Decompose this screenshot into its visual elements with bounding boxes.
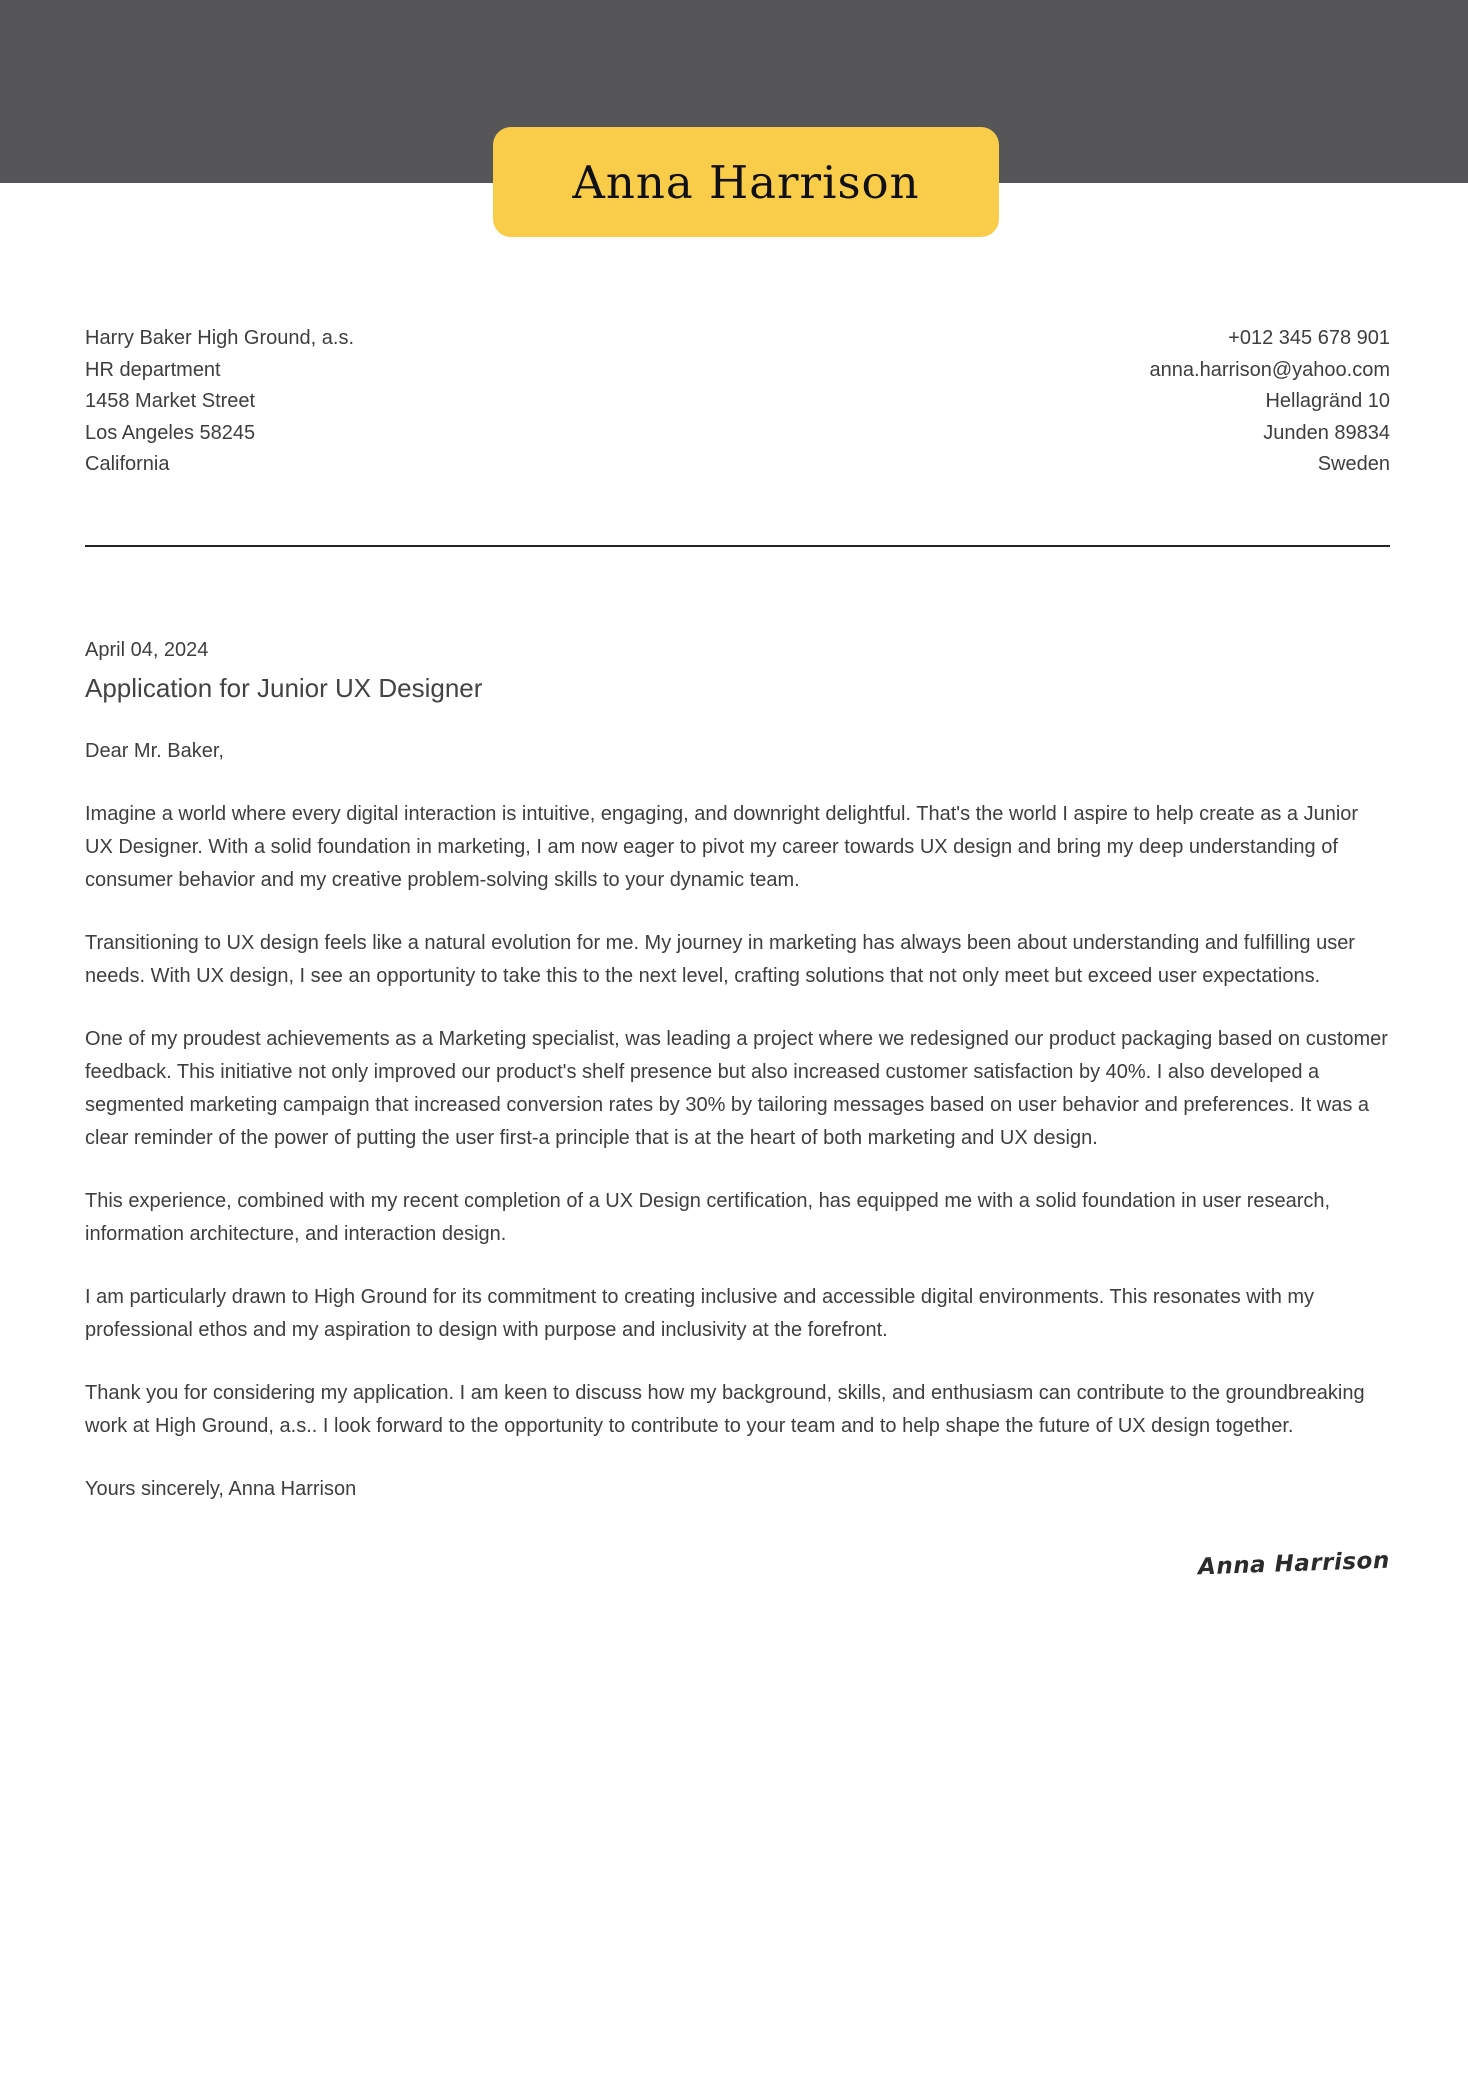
applicant-name: Anna Harrison	[572, 155, 920, 209]
letter-subject: Application for Junior UX Designer	[85, 672, 483, 703]
paragraph-company-fit: I am particularly drawn to High Ground for its commitment to creating inclusive and accessible digital environments. This resonates with my professional ethos and my aspiration to design with purpose and inclusivity at the forefront.	[85, 1285, 1315, 1341]
signature-row	[85, 1548, 1390, 1582]
letter-body	[85, 634, 1390, 1582]
salutation: Dear Mr. Baker,	[85, 739, 224, 762]
paragraph-achievements: One of my proudest achievements as a Marketing specialist, was leading a project where we redesigned our product packaging based on customer feedback. This initiative not only improved our product's shelf presence but also increased customer satisfaction by 40%. I also developed a segmented marketing campaign that increased conversion rates by 30% by tailoring messages based on user behavior and preferences. It was a clear reminder of the power of putting the user first-a principle that is at the heart of both marketing and UX design.	[85, 1027, 1388, 1149]
letter-date: April 04, 2024	[85, 638, 209, 661]
paragraph-thanks: Thank you for considering my application. I am keen to discuss how my background, skills, and enthusiasm can contribute to the groundbreaking work at High Ground, a.s.. I look forward to the opportunity to contribute to your team and to help shape the future of UX design together.	[85, 1381, 1365, 1437]
name-banner	[493, 127, 999, 237]
recipient-city: Los Angeles 58245	[85, 421, 256, 444]
divider-line	[85, 545, 1390, 547]
paragraph-transition: Transitioning to UX design feels like a natural evolution for me. My journey in marketing has always been about understanding and fulfilling user needs. With UX design, I see an opportunity to take this to the next level, crafting solutions that not only meet but exceed user expectations.	[85, 931, 1355, 987]
paragraph-certification: This experience, combined with my recent completion of a UX Design certification, has equipped me with a solid foundation in user research, information architecture, and interaction design.	[85, 1189, 1331, 1245]
recipient-state: California	[85, 453, 170, 475]
paragraph-intro: Imagine a world where every digital interaction is intuitive, engaging, and downright delightful. That's the world I aspire to help create as a Junior UX Designer. With a solid foundation in marketing, I am now eager to pivot my career towards UX design and bring my deep understanding of consumer behavior and my creative problem-solving skills to your dynamic team.	[85, 802, 1359, 891]
sender-email: anna.harrison@yahoo.com	[1149, 358, 1390, 381]
closing: Yours sincerely, Anna Harrison	[85, 1477, 357, 1500]
recipient-department: HR department	[85, 358, 221, 381]
sender-contact-block	[1150, 323, 1390, 481]
signature: Anna Harrison	[1197, 1547, 1391, 1580]
recipient-block	[85, 323, 354, 481]
recipient-company: Harry Baker High Ground, a.s.	[85, 327, 354, 349]
sender-phone: +012 345 678 901	[1228, 327, 1390, 349]
recipient-street: 1458 Market Street	[85, 390, 256, 412]
address-row	[85, 323, 1390, 481]
sender-street: Hellagränd 10	[1265, 390, 1390, 412]
sender-country: Sweden	[1317, 453, 1390, 475]
sender-city: Junden 89834	[1263, 421, 1390, 444]
